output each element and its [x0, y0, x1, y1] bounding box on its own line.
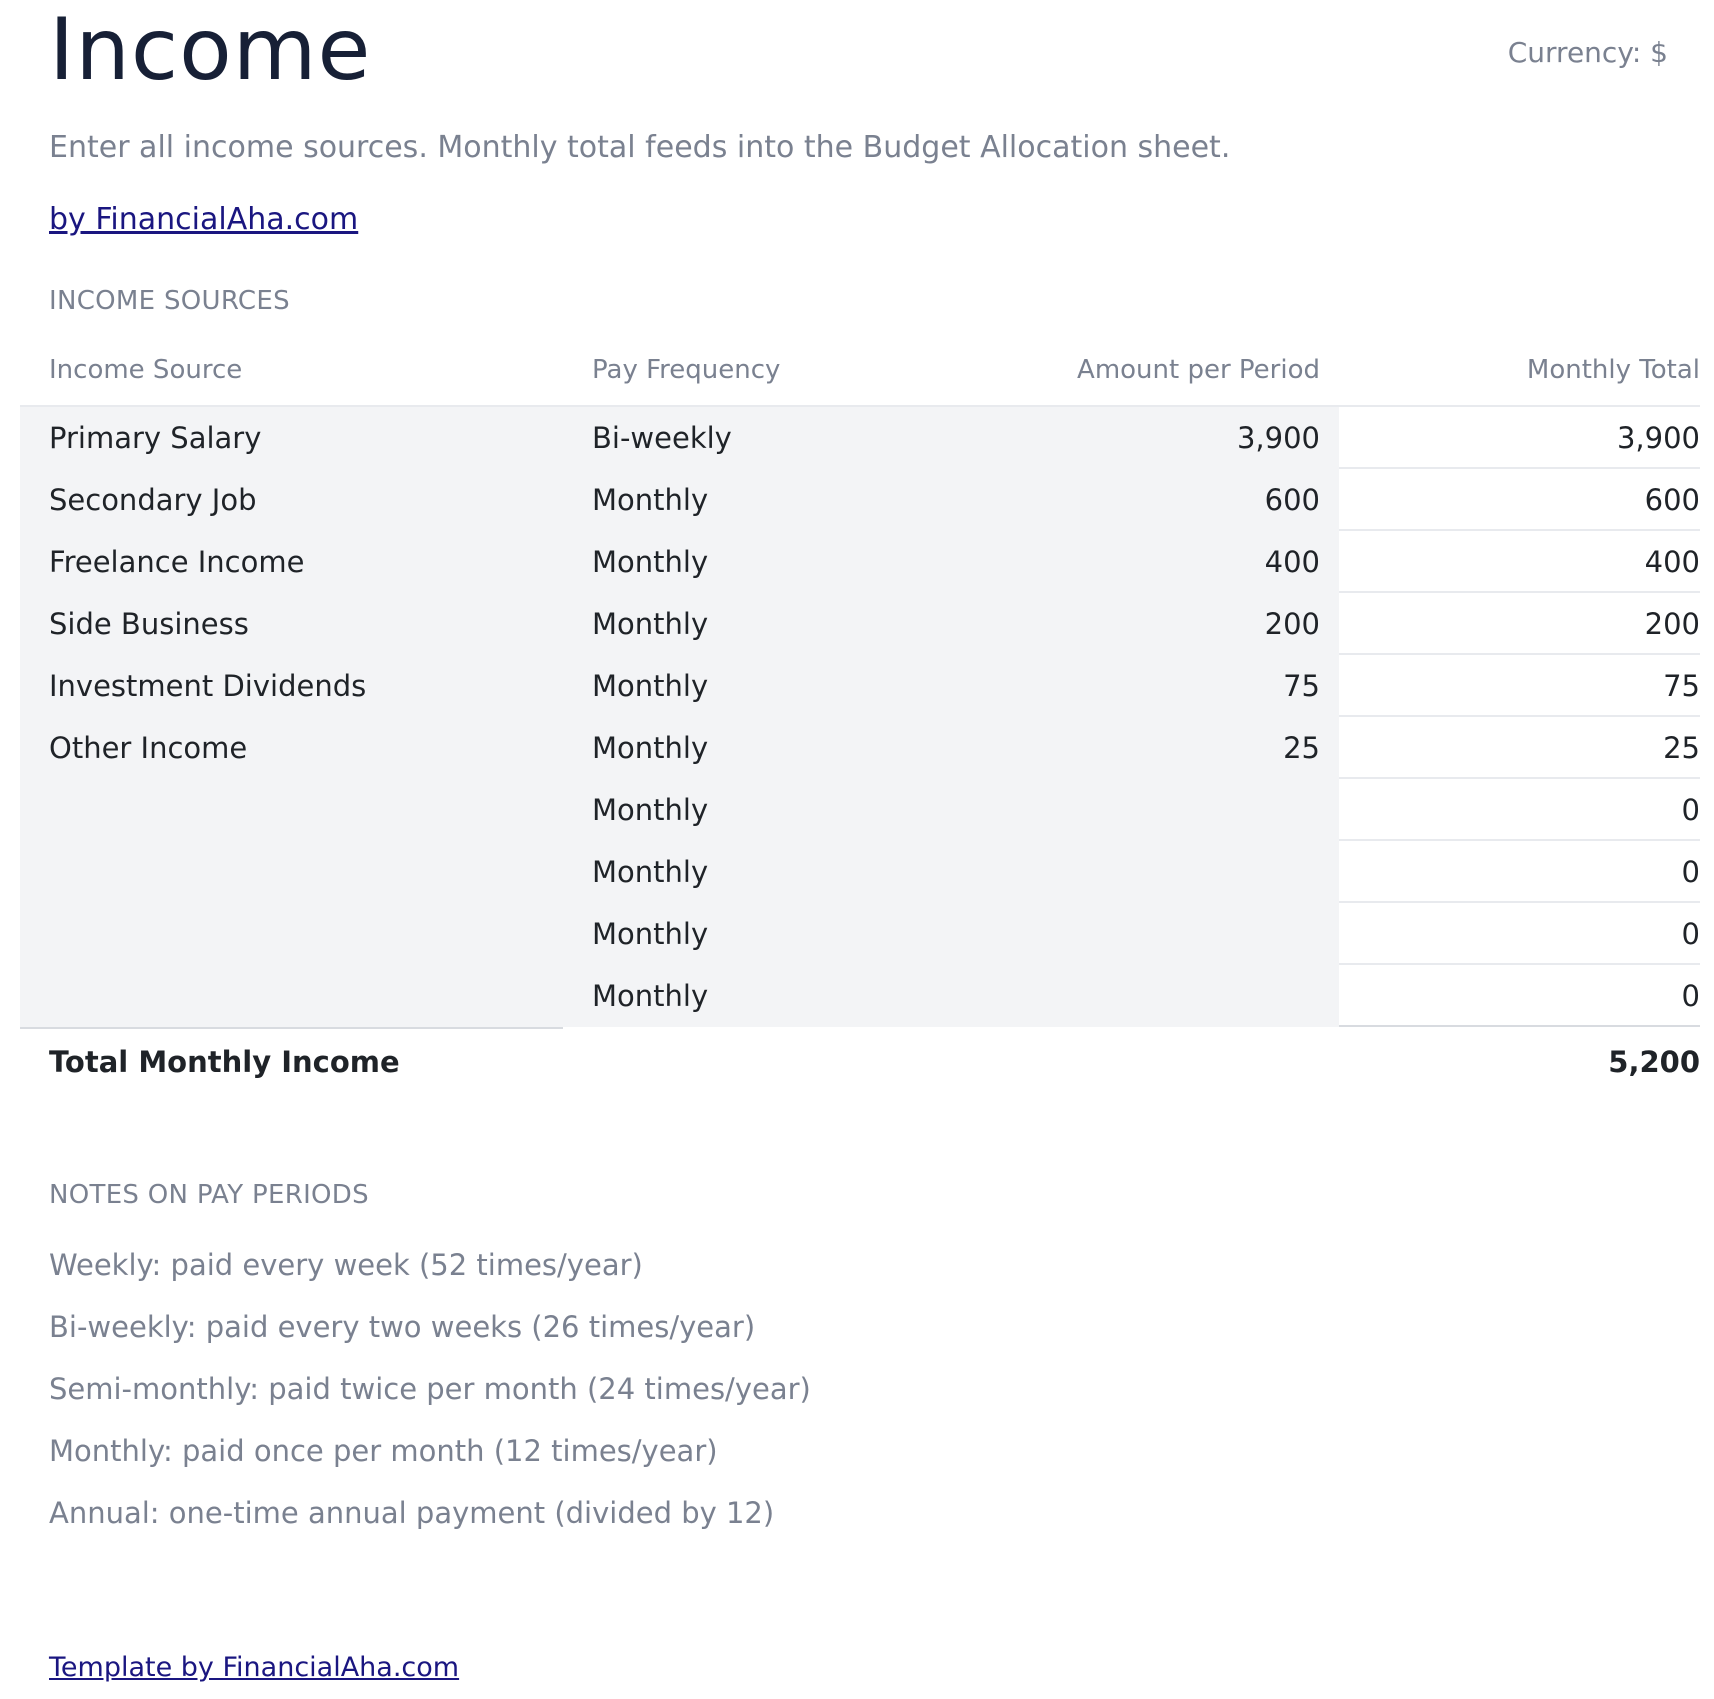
income-source-cell[interactable]: Freelance Income: [49, 545, 305, 579]
amount-per-period-cell[interactable]: 400: [1264, 545, 1320, 579]
amount-per-period-cell[interactable]: 75: [1283, 669, 1320, 703]
table-header: [20, 343, 1700, 405]
income-source-cell[interactable]: Secondary Job: [49, 483, 257, 517]
col-header-monthly: Monthly Total: [1526, 355, 1700, 385]
note-item: Bi-weekly: paid every two weeks (26 times/year): [49, 1310, 756, 1344]
col-header-source: Income Source: [49, 355, 243, 385]
table-row: [20, 841, 1700, 903]
currency-label: Currency: $: [1507, 36, 1668, 69]
amount-per-period-cell[interactable]: 25: [1283, 731, 1320, 765]
total-label: Total Monthly Income: [49, 1045, 400, 1079]
pay-frequency-cell[interactable]: Monthly: [592, 483, 709, 517]
col-header-frequency: Pay Frequency: [592, 355, 781, 385]
notes-list: [49, 1245, 811, 1555]
monthly-total-value: 0: [1681, 917, 1700, 951]
table-row: [20, 407, 1700, 469]
pay-frequency-cell[interactable]: Monthly: [592, 731, 709, 765]
monthly-total-value: 3,900: [1616, 421, 1700, 455]
monthly-total-value: 0: [1681, 793, 1700, 827]
income-source-cell[interactable]: Other Income: [49, 731, 248, 765]
pay-frequency-cell[interactable]: Monthly: [592, 793, 709, 827]
monthly-total-value: 0: [1681, 979, 1700, 1013]
pay-frequency-cell[interactable]: Bi-weekly: [592, 421, 732, 455]
note-item: Semi-monthly: paid twice per month (24 times/year): [49, 1372, 811, 1406]
monthly-total-value: 600: [1644, 483, 1700, 517]
amount-per-period-cell[interactable]: 3,900: [1236, 421, 1320, 455]
note-item: Annual: one-time annual payment (divided by 12): [49, 1496, 775, 1530]
col-header-amount: Amount per Period: [1077, 355, 1320, 385]
monthly-total-value: 0: [1681, 855, 1700, 889]
amount-per-period-cell[interactable]: 200: [1264, 607, 1320, 641]
income-source-cell[interactable]: Side Business: [49, 607, 249, 641]
monthly-total-value: 25: [1663, 731, 1700, 765]
table-row: [20, 593, 1700, 655]
monthly-total-cell: [1339, 903, 1700, 965]
total-value: 5,200: [1608, 1045, 1700, 1079]
pay-frequency-cell[interactable]: Monthly: [592, 917, 709, 951]
footer-link[interactable]: Template by FinancialAha.com: [49, 1652, 460, 1683]
pay-frequency-cell[interactable]: Monthly: [592, 669, 709, 703]
total-row: [20, 1027, 1700, 1097]
monthly-total-cell: [1339, 841, 1700, 903]
note-item: Monthly: paid once per month (12 times/year): [49, 1434, 718, 1468]
note-item: Weekly: paid every week (52 times/year): [49, 1248, 643, 1282]
brand-link[interactable]: by FinancialAha.com: [49, 202, 359, 237]
monthly-total-cell: [1339, 655, 1700, 717]
page-title: Income: [49, 0, 372, 100]
pay-frequency-cell[interactable]: Monthly: [592, 545, 709, 579]
monthly-total-cell: [1339, 965, 1700, 1027]
income-source-cell[interactable]: Primary Salary: [49, 421, 262, 455]
monthly-total-value: 400: [1644, 545, 1700, 579]
table-row: [20, 903, 1700, 965]
table-row: [20, 469, 1700, 531]
page-subtitle: Enter all income sources. Monthly total feeds into the Budget Allocation sheet.: [49, 130, 1231, 165]
table-row: [20, 531, 1700, 593]
income-table: [20, 343, 1700, 1097]
pay-frequency-cell[interactable]: Monthly: [592, 979, 709, 1013]
monthly-total-cell: [1339, 779, 1700, 841]
income-source-cell[interactable]: Investment Dividends: [49, 669, 367, 703]
table-row: [20, 717, 1700, 779]
notes-heading: NOTES ON PAY PERIODS: [49, 1180, 369, 1210]
table-body: [20, 405, 1700, 1027]
table-row: [20, 779, 1700, 841]
table-row: [20, 655, 1700, 717]
amount-per-period-cell[interactable]: 600: [1264, 483, 1320, 517]
pay-frequency-cell[interactable]: Monthly: [592, 607, 709, 641]
income-sources-heading: INCOME SOURCES: [49, 286, 290, 316]
monthly-total-cell: [1339, 717, 1700, 779]
monthly-total-value: 200: [1644, 607, 1700, 641]
pay-frequency-cell[interactable]: Monthly: [592, 855, 709, 889]
monthly-total-value: 75: [1663, 669, 1700, 703]
table-row: [20, 965, 1700, 1027]
